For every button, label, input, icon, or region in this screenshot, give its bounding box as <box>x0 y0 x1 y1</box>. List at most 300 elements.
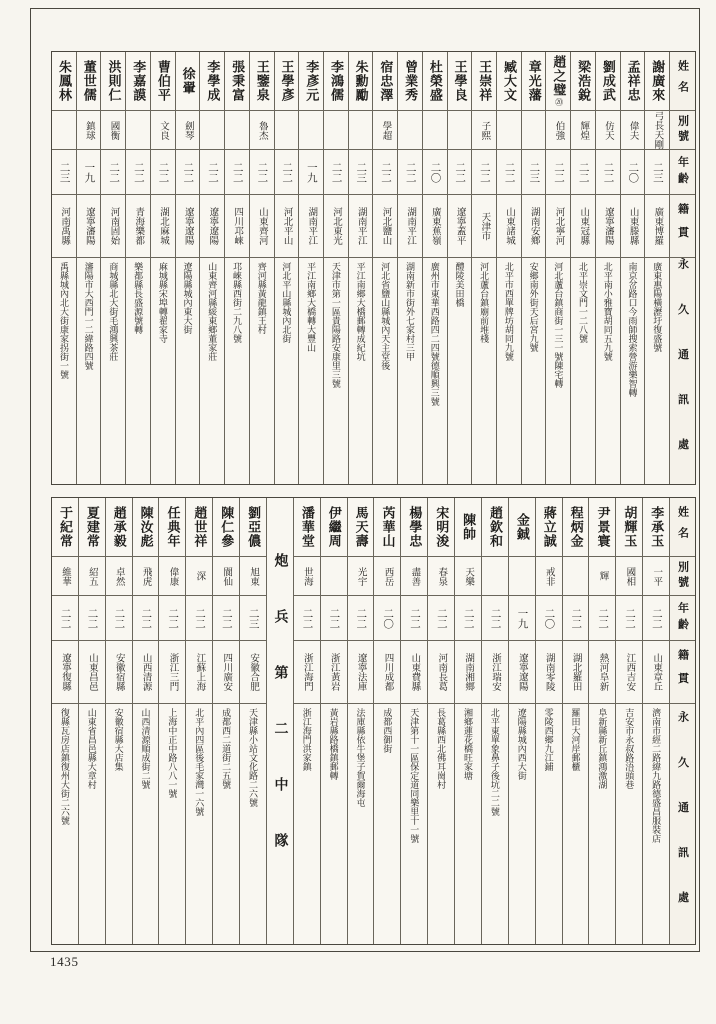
address-cell: 零陵西鄉九江鋪 <box>536 703 562 944</box>
native-cell: 山東昌邑 <box>79 640 105 703</box>
age-cell: 二三 <box>645 149 669 194</box>
native-cell: 遼寧瀋陽 <box>596 194 620 257</box>
alias-cell: 閬仙 <box>213 556 239 595</box>
unit-label: 炮兵第二中隊 <box>272 553 288 889</box>
native-cell: 湖南平江 <box>299 194 323 257</box>
address-cell: 禹縣城內北大街康家拐街一號 <box>52 257 76 484</box>
native-cell: 熱河阜新 <box>589 640 615 703</box>
roster-column <box>570 52 595 484</box>
roster-column <box>397 52 422 484</box>
roster-column <box>323 52 348 484</box>
native-cell: 湖北羅田 <box>563 640 589 703</box>
age-cell: 二二 <box>482 595 508 640</box>
name-cell: 伊繼周 <box>326 505 342 549</box>
name-cell: 李學成 <box>205 59 221 103</box>
name-cell: 宋明浚 <box>434 505 450 549</box>
roster-column <box>496 52 521 484</box>
address-cell: 安徽宿縣大店集 <box>106 703 132 944</box>
alias-cell: 世海 <box>294 556 320 595</box>
address-cell: 濟南市經二路緯九路德盛昌服裝店 <box>643 703 669 944</box>
age-cell: 二三 <box>349 149 373 194</box>
header-age-label: 年齡 <box>670 595 695 640</box>
native-cell: 河北寧河 <box>546 194 570 257</box>
name-cell: 梁浩銳 <box>576 59 592 103</box>
alias-cell <box>522 110 546 149</box>
address-cell: 遼陽縣城內東大街 <box>176 257 200 484</box>
header-native-label: 籍貫 <box>670 640 695 703</box>
age-cell: 二二 <box>79 595 105 640</box>
header-address-label: 永久通訊處 <box>670 703 695 944</box>
alias-cell: 伯強 <box>546 110 570 149</box>
alias-cell <box>126 110 150 149</box>
age-cell: 二二 <box>373 149 397 194</box>
address-cell: 山西清源順成街二號 <box>133 703 159 944</box>
address-cell: 樂都縣長盛源號轉 <box>126 257 150 484</box>
alias-cell <box>324 110 348 149</box>
age-cell: 二二 <box>159 595 185 640</box>
name-cell: 王鑒泉 <box>254 59 270 103</box>
alias-cell: 子熙 <box>472 110 496 149</box>
name-cell: 曾業秀 <box>403 59 419 103</box>
page-border-frame <box>30 8 700 952</box>
alias-cell: 輝煌 <box>571 110 595 149</box>
age-cell: 二二 <box>294 595 320 640</box>
address-cell: 北平南小雅寶胡同五九號 <box>596 257 620 484</box>
age-cell: 二二 <box>571 149 595 194</box>
name-cell: 王學彥 <box>279 59 295 103</box>
header-address-label: 永久通訊處 <box>670 257 695 484</box>
page-number: 1435 <box>50 954 79 969</box>
age-cell: 二二 <box>106 595 132 640</box>
age-cell: 二二 <box>52 595 78 640</box>
native-cell: 湖南安鄉 <box>522 194 546 257</box>
native-cell: 四川成都 <box>374 640 400 703</box>
address-cell: 黃岩縣路橋鎮郵轉 <box>321 703 347 944</box>
roster-column <box>373 498 400 944</box>
roster-column <box>105 498 132 944</box>
alias-cell: 天樂 <box>455 556 481 595</box>
address-cell: 河北平山縣城內北街 <box>275 257 299 484</box>
name-cell: 劉亞儂 <box>246 505 262 549</box>
address-cell: 山東齊河縣綏東鄉董家莊 <box>200 257 224 484</box>
native-cell: 河南長葛 <box>428 640 454 703</box>
header-native-label: 籍貫 <box>670 194 695 257</box>
address-cell: 南京岔路口今雨師搜索營游樂智轉 <box>621 257 645 484</box>
name-cell: 章光藩 <box>526 59 542 103</box>
name-cell: 趙之璧 ⑳ <box>551 55 567 107</box>
roster-column <box>52 52 76 484</box>
roster-column <box>521 52 546 484</box>
header-name-label: 姓名 <box>676 60 689 102</box>
native-cell: 廣東博羅 <box>645 194 669 257</box>
native-cell: 遼寧瀋陽 <box>77 194 101 257</box>
roster-column <box>508 498 535 944</box>
alias-cell: 春泉 <box>428 556 454 595</box>
name-cell: 楊學忠 <box>407 505 423 549</box>
age-cell: 二二 <box>563 595 589 640</box>
name-cell: 蔣立誠 <box>541 505 557 549</box>
header-column <box>669 52 695 484</box>
age-cell: 二二 <box>398 149 422 194</box>
roster-table-top <box>51 51 696 485</box>
native-cell: 山東諸城 <box>497 194 521 257</box>
address-cell: 長葛縣西北佛耳崗村 <box>428 703 454 944</box>
address-cell: 河北蘆台鎮廟前堆棧 <box>472 257 496 484</box>
name-cell: 孟祥忠 <box>625 59 641 103</box>
native-cell: 青海樂都 <box>126 194 150 257</box>
alias-cell: 偉夫 <box>621 110 645 149</box>
alias-cell: 西岳 <box>374 556 400 595</box>
address-cell: 北平東單象鼻子後坑二二號 <box>482 703 508 944</box>
age-cell: 二二 <box>546 149 570 194</box>
name-cell: 臧大文 <box>501 59 517 103</box>
name-cell: 徐翬 <box>180 66 196 96</box>
native-cell: 天津市 <box>472 194 496 257</box>
address-cell: 天津第十一區保定道同樂里十一號 <box>401 703 427 944</box>
name-cell: 尹景寰 <box>595 505 611 549</box>
address-cell: 浙江海門洪家鎮 <box>294 703 320 944</box>
name-cell: 董世儒 <box>81 59 97 103</box>
address-cell: 北平內四區後毛家灣一六號 <box>186 703 212 944</box>
age-cell: 二二 <box>448 149 472 194</box>
native-cell: 湖南零陵 <box>536 640 562 703</box>
native-cell: 遼寧蓋平 <box>448 194 472 257</box>
native-cell: 河北東光 <box>324 194 348 257</box>
age-cell: 一九 <box>77 149 101 194</box>
age-cell: 二〇 <box>536 595 562 640</box>
alias-cell <box>321 556 347 595</box>
native-cell: 河北平山 <box>275 194 299 257</box>
roster-column <box>400 498 427 944</box>
native-cell: 遼寧遼陽 <box>509 640 535 703</box>
alias-cell <box>482 556 508 595</box>
age-cell: 二二 <box>126 149 150 194</box>
name-footnote-mark: ⑳ <box>554 97 564 107</box>
native-cell: 山西清源 <box>133 640 159 703</box>
alias-cell: 文良 <box>151 110 175 149</box>
roster-column <box>644 52 669 484</box>
age-cell: 二二 <box>101 149 125 194</box>
age-cell: 二二 <box>213 595 239 640</box>
native-cell: 遼寧復縣 <box>52 640 78 703</box>
native-cell: 遼寧遼陽 <box>200 194 224 257</box>
name-cell: 李承玉 <box>649 505 665 549</box>
alias-cell: 飛虎 <box>133 556 159 595</box>
roster-column <box>595 52 620 484</box>
alias-cell: 偉康 <box>159 556 185 595</box>
age-cell: 二二 <box>589 595 615 640</box>
alias-cell: 光宇 <box>348 556 374 595</box>
native-cell: 江蘇上海 <box>186 640 212 703</box>
alias-cell: 國衡 <box>101 110 125 149</box>
age-cell: 二二 <box>472 149 496 194</box>
roster-column <box>615 498 642 944</box>
alias-cell <box>299 110 323 149</box>
roster-column <box>125 52 150 484</box>
age-cell: 一九 <box>509 595 535 640</box>
roster-column <box>471 52 496 484</box>
age-cell: 二二 <box>616 595 642 640</box>
roster-column <box>298 52 323 484</box>
alias-cell <box>349 110 373 149</box>
address-cell: 阜新縣新丘鎮鴻激湖 <box>589 703 615 944</box>
name-cell: 胡輝玉 <box>622 505 638 549</box>
roster-column <box>150 52 175 484</box>
roster-column <box>481 498 508 944</box>
native-cell: 湖北麻城 <box>151 194 175 257</box>
age-cell: 一九 <box>299 149 323 194</box>
native-cell: 遼寧遼陽 <box>176 194 200 257</box>
roster-column <box>249 52 274 484</box>
native-cell: 湖南平江 <box>398 194 422 257</box>
age-cell: 二二 <box>151 149 175 194</box>
address-cell: 成都西二道街二五號 <box>213 703 239 944</box>
name-cell: 杜榮盛 <box>427 59 443 103</box>
alias-cell: 國相 <box>616 556 642 595</box>
roster-column <box>212 498 239 944</box>
age-cell: 二二 <box>455 595 481 640</box>
native-cell: 廣東蕉嶺 <box>423 194 447 257</box>
age-cell: 二三 <box>522 149 546 194</box>
address-cell: 湖南新市街外七家村三甲 <box>398 257 422 484</box>
name-cell: 李彥元 <box>304 59 320 103</box>
header-alias-label: 別號 <box>670 110 695 149</box>
name-cell: 劉成武 <box>600 59 616 103</box>
native-cell: 山東齊河 <box>250 194 274 257</box>
roster-column <box>76 52 101 484</box>
alias-cell <box>448 110 472 149</box>
native-cell: 四川廣安 <box>213 640 239 703</box>
unit-label-column <box>266 498 293 944</box>
native-cell: 浙江黃岩 <box>321 640 347 703</box>
name-cell: 程炳金 <box>568 505 584 549</box>
alias-cell: 劍琴 <box>176 110 200 149</box>
address-cell: 醴陵美田橋 <box>448 257 472 484</box>
address-cell: 麻城縣宋埠轉翟家寺 <box>151 257 175 484</box>
address-cell: 山東省昌邑縣大章村 <box>79 703 105 944</box>
age-cell: 二二 <box>348 595 374 640</box>
age-cell: 二〇 <box>621 149 645 194</box>
age-cell: 二二 <box>596 149 620 194</box>
roster-column <box>545 52 570 484</box>
native-cell: 山東費縣 <box>401 640 427 703</box>
roster-column <box>454 498 481 944</box>
alias-cell: 學超 <box>373 110 397 149</box>
native-cell: 河南固始 <box>101 194 125 257</box>
name-cell: 朱鳳林 <box>57 59 73 103</box>
native-cell: 山東冠縣 <box>571 194 595 257</box>
roster-column <box>274 52 299 484</box>
age-cell: 二三 <box>52 149 76 194</box>
roster-column <box>100 52 125 484</box>
address-cell: 北平市西單牌坊胡同九號 <box>497 257 521 484</box>
roster-column <box>348 52 373 484</box>
native-cell: 遼寧法庫 <box>348 640 374 703</box>
address-cell: 北平崇文門一二八號 <box>571 257 595 484</box>
native-cell: 湖南湘鄉 <box>455 640 481 703</box>
name-cell: 金鋮 <box>514 512 530 542</box>
name-cell: 李嘉謨 <box>131 59 147 103</box>
alias-cell: 鎮球 <box>77 110 101 149</box>
native-cell: 山東滕縣 <box>621 194 645 257</box>
roster-column <box>78 498 105 944</box>
alias-cell: 魯杰 <box>250 110 274 149</box>
roster-column <box>427 498 454 944</box>
name-cell: 馬天壽 <box>353 505 369 549</box>
alias-cell: 輝 <box>589 556 615 595</box>
name-cell: 曹伯平 <box>155 59 171 103</box>
name-cell: 朱勳勵 <box>353 59 369 103</box>
name-cell: 任典年 <box>165 505 181 549</box>
native-cell: 四川邛崍 <box>225 194 249 257</box>
alias-cell <box>200 110 224 149</box>
native-cell: 河北鹽山 <box>373 194 397 257</box>
header-name-label: 姓名 <box>676 506 689 548</box>
name-cell: 陳仁參 <box>219 505 235 549</box>
name-cell: 張秉富 <box>230 59 246 103</box>
native-cell: 湖南平江 <box>349 194 373 257</box>
address-cell: 天津縣小站文化路二六號 <box>240 703 266 944</box>
name-cell: 夏建常 <box>84 505 100 549</box>
alias-cell <box>423 110 447 149</box>
alias-cell: 深 <box>186 556 212 595</box>
native-cell: 浙江海門 <box>294 640 320 703</box>
roster-column <box>239 498 266 944</box>
alias-cell: 旭東 <box>240 556 266 595</box>
address-cell: 瀋陽市大西門一二緯路四號 <box>77 257 101 484</box>
alias-cell <box>563 556 589 595</box>
age-cell: 二二 <box>643 595 669 640</box>
alias-cell <box>509 556 535 595</box>
age-cell: 二二 <box>176 149 200 194</box>
name-cell: 陳汝彪 <box>138 505 154 549</box>
address-cell: 商城縣北大街毛鴻興茶莊 <box>101 257 125 484</box>
native-cell: 河南禹縣 <box>52 194 76 257</box>
alias-cell <box>398 110 422 149</box>
roster-column <box>199 52 224 484</box>
address-cell: 邛崍縣西街二九八號 <box>225 257 249 484</box>
roster-column <box>185 498 212 944</box>
name-cell: 李鴻儒 <box>328 59 344 103</box>
header-column <box>669 498 695 944</box>
alias-cell: 盡善 <box>401 556 427 595</box>
age-cell: 二二 <box>225 149 249 194</box>
roster-column <box>642 498 669 944</box>
roster-column <box>293 498 320 944</box>
alias-cell <box>275 110 299 149</box>
roster-column <box>372 52 397 484</box>
age-cell: 二二 <box>186 595 212 640</box>
native-cell: 安徽宿縣 <box>106 640 132 703</box>
name-cell: 潘華堂 <box>299 505 315 549</box>
address-cell: 廣東惠陽橫瀝圩復盛號 <box>645 257 669 484</box>
age-cell: 二三 <box>240 595 266 640</box>
native-cell: 浙江瑞安 <box>482 640 508 703</box>
name-cell: 趙欽和 <box>487 505 503 549</box>
roster-column <box>320 498 347 944</box>
roster-column <box>52 498 78 944</box>
roster-column <box>175 52 200 484</box>
roster-column <box>535 498 562 944</box>
roster-column <box>158 498 185 944</box>
name-cell: 王學良 <box>452 59 468 103</box>
age-cell: 二二 <box>275 149 299 194</box>
roster-column <box>588 498 615 944</box>
address-cell: 廣州市東華西路四二四號德順興三號 <box>423 257 447 484</box>
header-age-label: 年齡 <box>670 149 695 194</box>
alias-cell <box>225 110 249 149</box>
age-cell: 二二 <box>401 595 427 640</box>
address-cell: 成都西御街 <box>374 703 400 944</box>
age-cell: 二二 <box>324 149 348 194</box>
address-cell: 羅田大河岸郵櫃 <box>563 703 589 944</box>
roster-column <box>422 52 447 484</box>
age-cell: 二〇 <box>423 149 447 194</box>
age-cell: 二二 <box>200 149 224 194</box>
address-cell: 天津市第一區貴陽路安康里三號 <box>324 257 348 484</box>
address-cell: 河北蘆台鎮商街一三一號陳宅轉 <box>546 257 570 484</box>
alias-cell <box>497 110 521 149</box>
name-cell: 宿忠澤 <box>378 59 394 103</box>
name-cell: 趙承毅 <box>111 505 127 549</box>
age-cell: 二二 <box>321 595 347 640</box>
native-cell: 浙江三門 <box>159 640 185 703</box>
alias-cell: 紹五 <box>79 556 105 595</box>
alias-cell: 一平 <box>643 556 669 595</box>
address-cell: 遼陽縣城內西大街 <box>509 703 535 944</box>
native-cell: 山東章丘 <box>643 640 669 703</box>
address-cell: 上海中正中路八八一號 <box>159 703 185 944</box>
name-cell: 謝廣來 <box>650 59 666 103</box>
age-cell: 二二 <box>133 595 159 640</box>
age-cell: 二二 <box>428 595 454 640</box>
roster-column <box>620 52 645 484</box>
age-cell: 二二 <box>250 149 274 194</box>
name-cell: 于紀常 <box>57 505 73 549</box>
address-cell: 吉安市永叔路浯頭巷 <box>616 703 642 944</box>
alias-cell: 戒非 <box>536 556 562 595</box>
alias-cell: 弓長天剛 <box>645 110 669 149</box>
address-cell: 河北省鹽山縣城內天主堂後 <box>373 257 397 484</box>
address-cell: 湘鄉蓮花橋旺家塘 <box>455 703 481 944</box>
roster-column <box>132 498 159 944</box>
address-cell: 法庫縣依牛堡子賀爾海屯 <box>348 703 374 944</box>
alias-cell: 維華 <box>52 556 78 595</box>
roster-column <box>447 52 472 484</box>
roster-column <box>562 498 589 944</box>
name-cell: 洪則仁 <box>106 59 122 103</box>
alias-cell: 卓然 <box>106 556 132 595</box>
address-cell: 平江南鄉大橋轉大豐山 <box>299 257 323 484</box>
alias-cell: 仿天 <box>596 110 620 149</box>
address-cell: 安鄉南外街天后宮九號 <box>522 257 546 484</box>
age-cell: 二二 <box>497 149 521 194</box>
header-alias-label: 別號 <box>670 556 695 595</box>
name-cell: 芮華山 <box>380 505 396 549</box>
address-cell: 復縣瓦房店鎮復州大街二六號 <box>52 703 78 944</box>
alias-cell <box>52 110 76 149</box>
native-cell: 江西吉安 <box>616 640 642 703</box>
roster-column <box>347 498 374 944</box>
name-cell: 王崇祥 <box>477 59 493 103</box>
address-cell: 平江南鄉大橋郵轉成紀坑 <box>349 257 373 484</box>
name-cell: 趙世祥 <box>192 505 208 549</box>
address-cell: 齊河縣黃龍鎮王村 <box>250 257 274 484</box>
roster-table-bottom <box>51 497 696 945</box>
native-cell: 安徽合肥 <box>240 640 266 703</box>
name-cell: 陳帥 <box>461 512 477 542</box>
age-cell: 二〇 <box>374 595 400 640</box>
